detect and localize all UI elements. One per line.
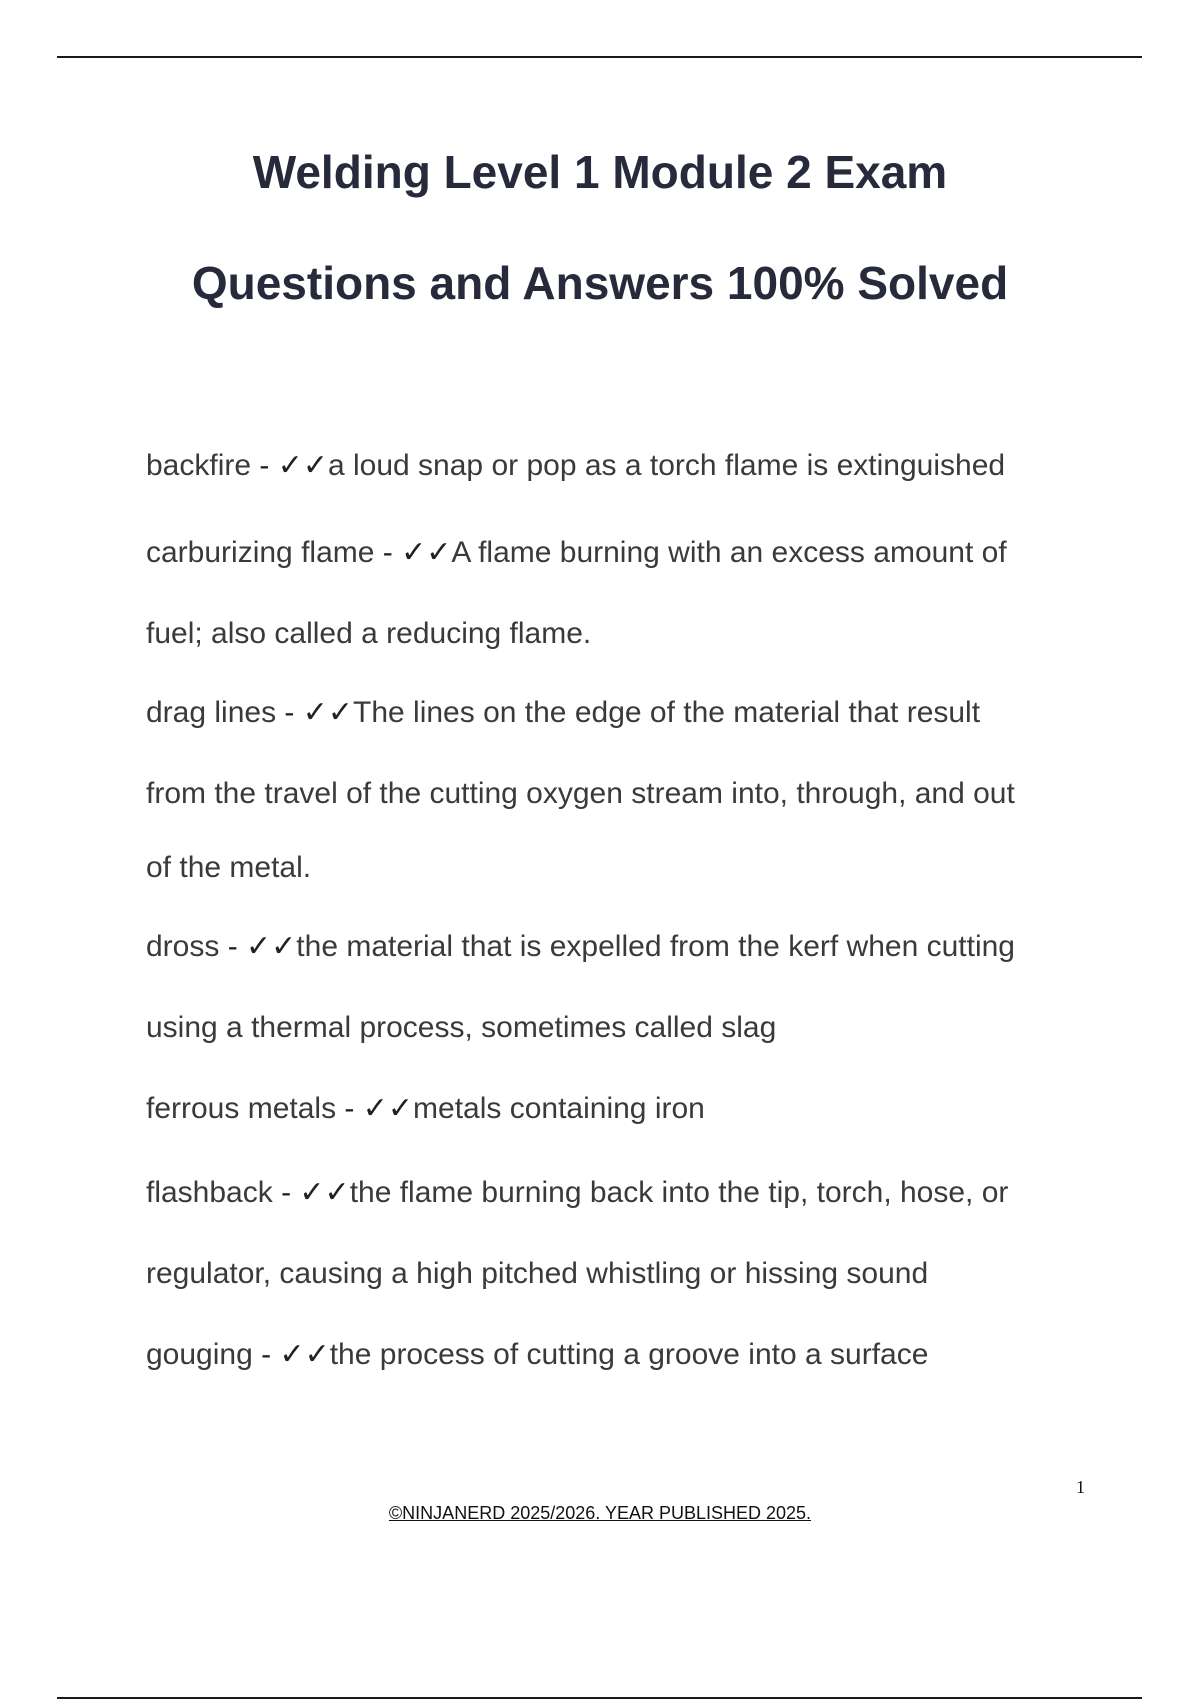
check-icon: - ✓✓ [374, 536, 452, 569]
entry-gouging [146, 1340, 928, 1370]
entry-drag-lines [146, 698, 980, 728]
entry-ferrous-metals [146, 1094, 705, 1124]
entry-continuation: from the travel of the cutting oxygen stream into, through, and out [146, 777, 1015, 810]
check-icon: - ✓✓ [276, 696, 354, 729]
entry-definition: The lines on the edge of the material that result [353, 696, 981, 729]
entry-continuation: using a thermal process, sometimes called slag [146, 1011, 777, 1044]
entry-definition: a loud snap or pop as a torch flame is extinguished [327, 449, 1006, 482]
entry-flashback [146, 1178, 1008, 1208]
check-icon: - ✓✓ [251, 449, 328, 482]
entry-term: drag lines [146, 696, 277, 729]
entry-term: flashback [146, 1176, 273, 1209]
entry-term: carburizing flame [146, 536, 375, 569]
entry-backfire [146, 451, 1005, 481]
copyright-footer: ©NINJANERD 2025/2026. YEAR PUBLISHED 2025. [388, 1503, 812, 1523]
entry-term: gouging [146, 1338, 253, 1371]
entry-carburizing-flame [146, 538, 1007, 568]
entry-continuation: regulator, causing a high pitched whistling or hissing sound [146, 1257, 929, 1290]
entry-term: backfire [146, 449, 252, 482]
entry-term: dross [146, 930, 220, 963]
bottom-rule [57, 1697, 1142, 1699]
entry-continuation: fuel; also called a reducing flame. [146, 617, 592, 650]
check-icon: - ✓✓ [219, 930, 297, 963]
document-title-line-2: Questions and Answers 100% Solved [191, 257, 1009, 309]
check-icon: - ✓✓ [336, 1092, 414, 1125]
entry-term: ferrous metals [146, 1092, 337, 1125]
entry-definition: the process of cutting a groove into a surface [329, 1338, 929, 1371]
entry-definition: metals containing iron [413, 1092, 705, 1125]
entry-definition: the flame burning back into the tip, torch, hose, or [349, 1176, 1009, 1209]
entry-dross [146, 932, 1015, 962]
entry-continuation: of the metal. [146, 851, 312, 884]
top-rule [57, 56, 1142, 58]
check-icon: - ✓✓ [252, 1338, 330, 1371]
entry-definition: the material that is expelled from the kerf when cutting [296, 930, 1015, 963]
page-number: 1 [1076, 1477, 1085, 1497]
document-title-line-1: Welding Level 1 Module 2 Exam [252, 146, 948, 198]
check-icon: - ✓✓ [272, 1176, 350, 1209]
entry-definition: A flame burning with an excess amount of [451, 536, 1007, 569]
